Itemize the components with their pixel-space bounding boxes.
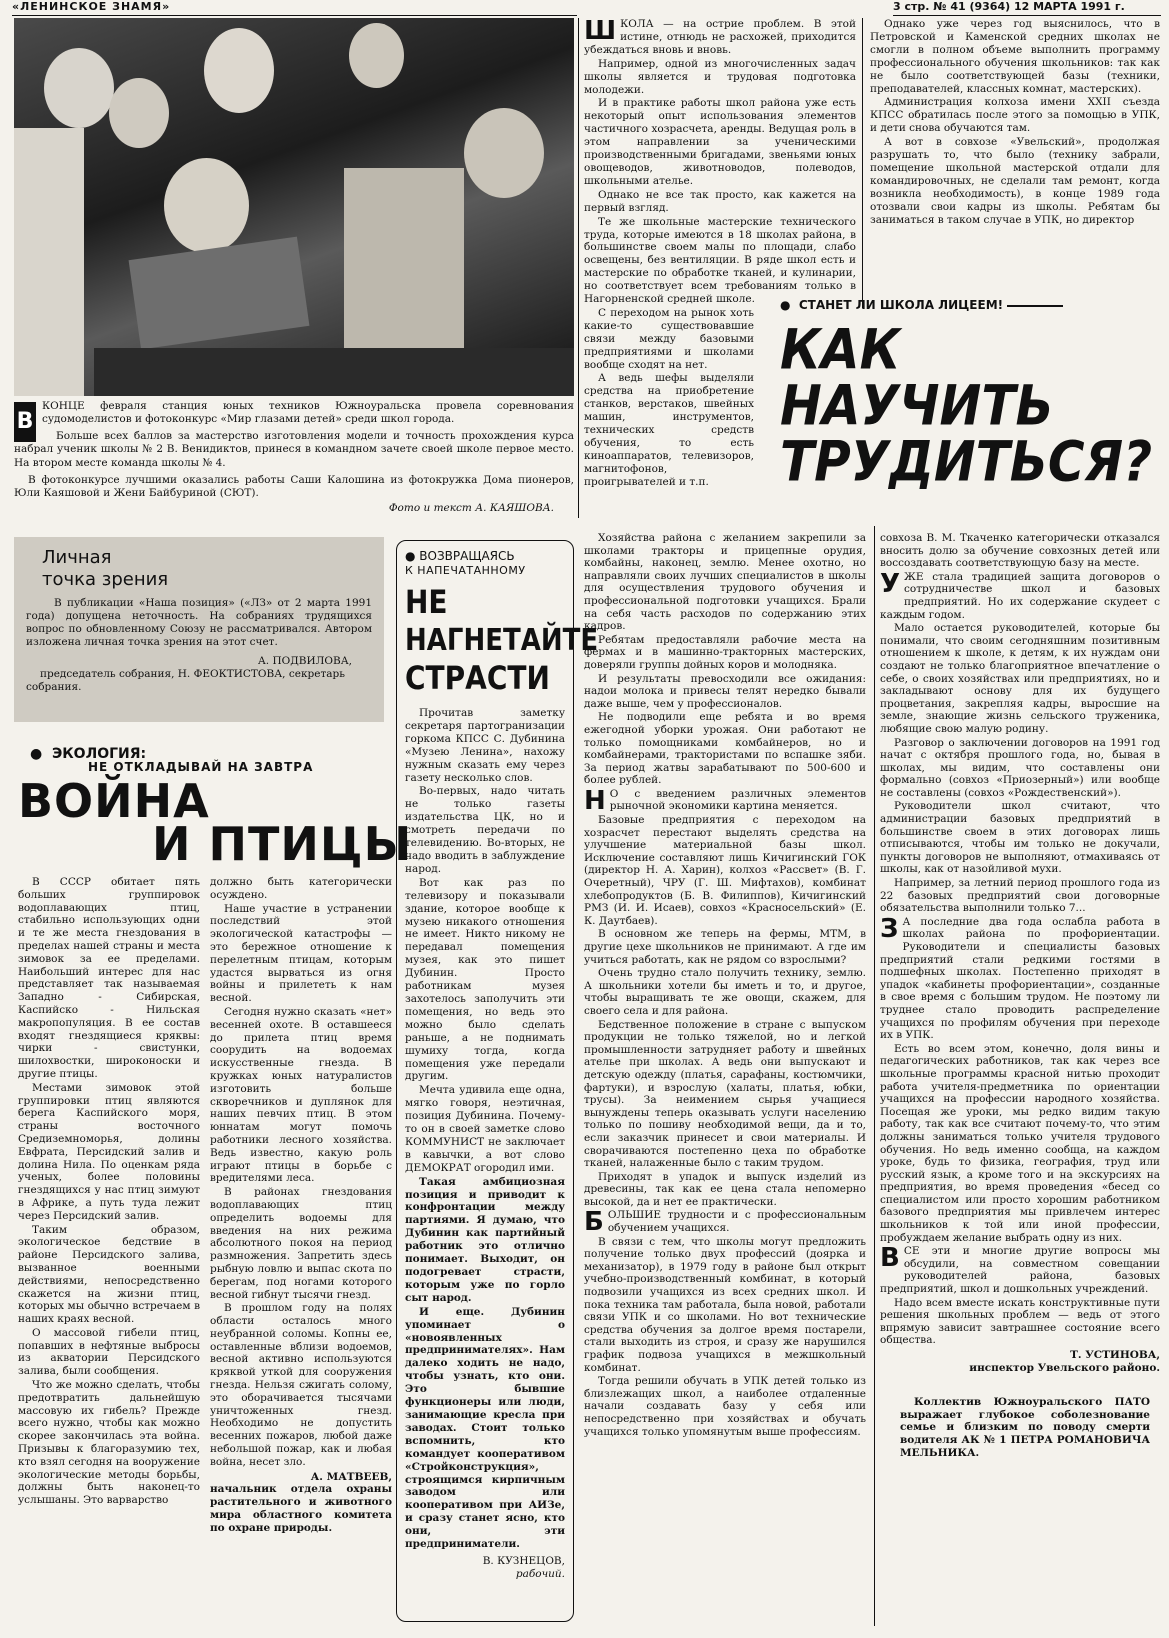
school-col3-p10: ОЛЬШИЕ трудности и с профессиональным обучением учащихся.	[607, 1209, 866, 1235]
school-col1-p3: Однако не все так просто, как кажется на первый взгляд.	[584, 188, 856, 214]
ecology-title-line1: ВОЙНА	[18, 774, 210, 828]
caption-para2: Больше всех баллов за мастерство изготовления модели и точность прохождения курса набрал ученик школы № 2 В. Венидиктов, принеся в командном зачете своей школе первое место. На втором месте команда школы № 4.	[14, 430, 574, 469]
ecology-col1-p2: Таким образом, экологическое бедствие в районе Персидского залива, вызванное военными действиями, непосредственно скажется на жизни птиц, которых мы обычно встречаем в наших краях весной.	[18, 1223, 200, 1326]
letter-p4: Такая амбициозная позиция и приводит к конфронтации между партиями. Я думаю, что Дубинин как партийный работник это отлично понимает. Выходит, он подогревает страсти, которым уже по горло сыт народ.	[405, 1175, 565, 1304]
opinion-title-1: Личная	[42, 547, 112, 568]
caption-dropcap: В	[14, 402, 36, 442]
masthead-rule-left	[12, 15, 577, 16]
letter-rubric-2: К НАПЕЧАТАННОМУ	[405, 563, 526, 577]
column-rule	[578, 18, 579, 518]
ecology-subrubric: НЕ ОТКЛАДЫВАЙ НА ЗАВТРА	[88, 760, 314, 774]
letter-title-1: НЕ	[405, 583, 448, 622]
bullet-icon: ●	[780, 298, 799, 312]
school-col3-p1: Ребятам предоставляли рабочие места на фермах и в машинно-тракторных мастерских, доверяли группы дойных коров и молодняка.	[584, 633, 866, 671]
ecology-col1-p4: Что же можно сделать, чтобы предотвратить дальнейшую массовую их гибель? Прежде всего нужно, чтобы как можно скорее закончилась эта война. Призывы к благоразумию тех, кто взял сегодня на вооружение экологические методы борьбы, должны быть наконец-то услышаны. Это варварство	[18, 1379, 200, 1507]
school-title-line2: НАУЧИТЬ	[780, 374, 1054, 438]
ecology-col2-p0: должно быть категорически осуждено.	[210, 876, 392, 901]
school-signature-name: Т. УСТИНОВА,	[1070, 1349, 1160, 1361]
caption-credit: Фото и текст А. КАЯШОВА.	[388, 501, 554, 514]
ecology-column-2	[210, 876, 392, 1535]
school-col1-p0: КОЛА — на острие проблем. В этой истине, отнюдь не расхожей, приходится убеждаться вновь и вновь.	[584, 18, 856, 56]
school-title-line1: КАК	[780, 318, 901, 382]
school-col1-p1: Например, одной из многочисленных задач школы является и трудовая подготовка молодежи.	[584, 57, 856, 96]
letter-p0: Прочитав заметку секретаря партогранизации горкома КПСС С. Дубинина «Музею Ленина», нахожу нужным сказать ему через газету несколько слов.	[405, 707, 565, 784]
letter-p5: И еще. Дубинин упоминает о «новоявленных предпринимателях». Нам далеко ходить не надо, чтобы узнать, кто они. Это бывшие функционеры или люди, занимающие кресла при заводах. Стоит только вспомнить, кто командует кооперативом «Стройконструкция», строящимся кирпичным заводом или кооперативом при АИЗе, и сразу станет ясно, кто они, эти предприниматели.	[405, 1305, 565, 1551]
school-col3-p12: Тогда решили обучать в УПК детей только из близлежащих школ, а наиболее отдаленные начали создавать базу у себя или непосредственно при хозяйствах и обучать учащихся только упомянутым выше профессиям.	[584, 1375, 866, 1438]
opinion-signature-1: А. ПОДВИЛОВА,	[257, 655, 352, 668]
ecology-col1-p0: В СССР обитает пять больших группировок водоплавающих птиц, стабильно использующих одни и те же места гнездования в пределах нашей страны и места зимовок за ее пределами. Наибольший интерес для нас представляет так называемая Западно - Сибирская, Каспийско - Нильская макропопуляция. В ее состав входят гнездящиеся кряквы: чирки - свистунки, шилохвостки, широконоски и другие птицы.	[18, 876, 200, 1080]
school-col4-p6: А последние два года ослабла работа в школах района по профориентации. Руководители и специалисты базовых предприятий стали редкими гостями в подшефных школах. Постепенно приходят в упадок «кабинеты профориентации», созданные в свое время с большим трудом. Не поэтому ли труднее стало проводить распределение учащихся по профилям обучения при переходе их в УПК.	[880, 915, 1160, 1042]
opinion-signature-2: председатель собрания, Н. ФЕОКТИСТОВА, секретарь собрания.	[26, 668, 345, 693]
school-col3-p7: Очень трудно стало получить технику, землю. А школьники хотели бы иметь и то, и другое, чтобы выращивать те же овощи, скажем, для своего села и для района.	[584, 967, 866, 1017]
letter-rubric-1: ● ВОЗВРАЩАЯСЬ	[405, 549, 515, 563]
school-col4-p2: Мало остается руководителей, которые бы понимали, что своим сегодняшним позитивным отношением к школе, к детям, к их нуждам они создают не только благоприятное впечатление о себе, о своих хозяйствах или предприятиях, но и закладывают основу для их будущего процветания, закрепляя кадры, выросшие на земле, знающие жизнь сельского труженика, любящие свою малую родину.	[880, 622, 1160, 735]
letter-body	[405, 707, 565, 1551]
school-col1-p4: Те же школьные мастерские технического труда, которые имеются в 18 школах района, в большинстве своем малы по площади, слабо освещены, без вентиляции. В ряде школ есть и мастерские по обработке тканей, и кулинарии, но соответствует всем требованиям только в Нагорненской средней школе.	[584, 215, 856, 306]
school-column-4: совхоза В. М. Ткаченко категорически отказался вносить долю за обучение совхозных детей или воссоздавать соответствующую базу на месте. УЖЕ стала традицией защита договоров о сотрудничестве школ и базовых предприятий. Но их содержание скудеет с каждым годом. Мало остается руководителей, которые бы понимали, что своим сегодняшним позитивным отношением к школе, к детям, к их нуждам они создают не только благоприятное впечатление о себе, о своих хозяйствах или предприятиях, но и закладывают основу для их будущего процветания, закрепляя кадры, выросшие на земле, знающие жизнь сельского труженика, любящие свою малую родину. Разговор о заключении договоров на 1991 год начат с октября прошлого года, но, бывая в школах, мы видим, что составлены они формально (совхоз «Приозерный») или вообще не составлены (совхоз «Рождественский»). Руководители школ считают, что администрации базовых предприятий в большинстве своем в этих договорах лишь отписываются, чтобы им только не докучали, пункты договоров не выполняют, отмахиваясь от школы, как от назойливой мухи. Например, за летний период прошлого года из 22 базовых предприятий свои договорные обязательства выполнили только 7... З А последние два года ослабла работа в школах района по профориентации. Руководители и специалисты базовых предприятий стали редкими гостями в подшефных школах. Постепенно приходят в упадок «кабинеты профориентации», созданные в свое время с большим трудом. Не поэтому ли труднее стало проводить распределение учащихся по профилям обучения при переходе их в УПК. Есть во всем этом, конечно, доля вины и педагогических работников, так как через все школьные программы красной нитью проходит работа учителя-предметника по ориентации учащихся на профессии народного хозяйства. Посещая же уроки, мы редко видим такую работу, так как все считают почему-то, что этим должны заниматься только учителя трудового обучения. Но ведь именно сообща, на каждом уроке, будь то физика, география, труд или русский язык, а кроме того и на экскурсиях на предприятия, во время проведения «бесед со специалистом или просто хорошим работником базового предприятия мы привлечем интерес школьников к той или иной профессии, пробуждаем желание выбрать одну из них. ВСЕ эти и многие другие вопросы мы обсудили, на совместном совещании руководителей района, базовых предприятий, школ и дошкольных учреждений. Надо всем вместе искать конструктивные пути решения школьных проблем — ведь от этого впрямую зависит завтрашнее состояние всего общества. Т. УСТИНОВА, инспектор Увельского районо. Коллектив Южноуральского ПАТО выражает глубокое соболезнование семье и близким по поводу смерти водителя АК № 1 ПЕТРА РОМАНОВИЧА МЕЛЬНИКА.	[880, 532, 1160, 1459]
letter-box	[396, 540, 599, 1622]
school-col2-p1: Администрация колхоза имени XXII съезда КПСС обратилась после этого за помощью в УПК, и дети снова обучаются там.	[870, 96, 1160, 135]
letter-p3: Мечта удивила еще одна, мягко говоря, неэтичная, позиция Дубинина. Почему-то он в своей заметке слово КОММУНИСТ не заключает в кавычки, а вот слово ДЕМОКРАТ огородил ими.	[405, 1084, 565, 1174]
school-col3-p9: Приходят в упадок и выпуск изделий из древесины, так как ее цена стала непомерно высокой, да и нет ее практически.	[584, 1170, 866, 1208]
opinion-title-2: точка зрения	[42, 568, 169, 590]
letter-signature-name: В. КУЗНЕЦОВ,	[482, 1554, 565, 1567]
opinion-box	[14, 537, 384, 722]
school-column-2	[870, 18, 1160, 228]
ecology-rubric: ● ЭКОЛОГИЯ:	[30, 746, 147, 762]
ecology-title-line2: И ПТИЦЫ	[152, 817, 413, 871]
school-col4-p4: Руководители школ считают, что администрации базовых предприятий в большинстве своем в этих договорах лишь отписываются, чтобы им только не докучали, пункты договоров не выполняют, отмахиваясь от школы, как от назойливой мухи.	[880, 800, 1160, 876]
ecology-col2-p3: В районах гнездования водоплавающих птиц определить водоемы для введения на них режима абсолютного покоя на период размножения. Запретить здесь рыбную ловлю и выпас скота по берегам, под ногами которого весной гибнут тысячи гнезд.	[210, 1186, 392, 1301]
school-kicker: ● СТАНЕТ ЛИ ШКОЛА ЛИЦЕЕМ!	[780, 298, 1160, 313]
letter-p1: Во-первых, надо читать не только газеты издательства ЦК, но и смотреть передачи по телевидению. Во-вторых, не надо вводить в заблуждение народ.	[405, 785, 565, 875]
masthead-paper: «ЛЕНИНСКОЕ ЗНАМЯ»	[12, 0, 171, 13]
ecology-col2-p1: Наше участие в устранении последствий этой экологической катастрофы — это бережное отношение к перелетным птицам, которым удастся вырваться из огня войны и прилететь к нам весной.	[210, 902, 392, 1005]
ecology-signature-title: начальник отдела охраны растительного и животного мира областного комитета по охране природы.	[210, 1483, 392, 1534]
opinion-text: В публикации «Наша позиция» («ЛЗ» от 2 марта 1991 года) допущена неточность. На собраниях трудящихся вопрос по обновленному Союзу не рассматривался. Автором изложена личная точка зрения на этот счет.	[26, 596, 372, 649]
school-col2-p0: Однако уже через год выяснилось, что в Петровской и Каменской средних школах не смогли в полном объеме выполнить программу профессионального обучения школьников: так как не было соответствующей базы (техники, преподавателей, классных комнат, мастерских).	[870, 18, 1160, 95]
bullet-icon: ●	[405, 549, 420, 563]
letter-title-2: НАГНЕТАЙТЕ	[405, 623, 599, 659]
ecology-col2-p4: В прошлом году на полях области осталось много неубранной соломы. Копны ее, оставленные вблизи водоемов, весной активно используются кряквой уткой для сооружения гнезда. Нельзя сжигать солому, это оборачивается тысячами уничтоженных гнезд. Необходимо не допустить весенних пожаров, любой даже небольшой пожар, как и любая война, несет зло.	[210, 1302, 392, 1468]
school-col4-p1: ЖЕ стала традицией защита договоров о сотрудничестве школ и базовых предприятий. Но их содержание скудеет с каждым годом.	[880, 570, 1160, 621]
school-col3-p8: Бедственное положение в стране с выпуском продукции не только тяжелой, но и легкой промышленности затрудняет работу и швейных ателье при школах. А ведь они выпускают и детскую одежду (платья, сарафаны, костюмчики, фартуки), и взрослую (халаты, платья, юбки, трусы). За неимением сырья учащиеся вынуждены теперь оказывать услуги населению только по пошиву необходимой вещи, да и то, если заказчик принесет и свои материалы. И сворачиваются постепенно цеха по обработке тканей, налаженные было с таким трудом.	[584, 1018, 866, 1170]
masthead-page-info: 3 стр. № 41 (9364) 12 МАРТА 1991 г.	[893, 0, 1125, 13]
photo-caption	[14, 400, 574, 515]
caption-lead: КОНЦЕ февраля станция юных техников Южноуральска провела соревнования судомоделистов и фотоконкурс «Мир глазами детей» среди школ города.	[42, 400, 574, 426]
school-col3-p6: В основном же теперь на фермы, МТМ, в другие цехе школьников не принимают. А где им учиться работать, как не рядом со взрослыми?	[584, 928, 866, 966]
school-col4-p9: Надо всем вместе искать конструктивные пути решения школьных проблем — ведь от этого впрямую зависит завтрашнее состояние всего общества.	[880, 1296, 1160, 1347]
school-col4-p7: Есть во всем этом, конечно, доля вины и педагогических работников, так как через все школьные программы красной нитью проходит работа учителя-предметника по ориентации учащихся на профессии народного хозяйства. Посещая же уроки, мы редко видим такую работу, так как все считают почему-то, что этим должны заниматься только учителя трудового обучения. Но ведь именно сообща, на каждом уроке, будь то физика, география, труд или русский язык, а кроме того и на экскурсиях на предприятия, во время проведения «бесед со специалистом или просто хорошим работником базового предприятия мы привлечем интерес школьников к той или иной профессии, пробуждаем желание выбрать одну из них.	[880, 1042, 1160, 1244]
school-title-line3: ТРУДИТЬСЯ?	[780, 430, 1153, 494]
bullet-icon: ●	[30, 746, 52, 762]
caption-para3: В фотоконкурсе лучшими оказались работы Саши Калошина из фотокружка Дома пионеров, Юли Каяшовой и Жени Байбуриной (СЮТ).	[14, 473, 574, 499]
school-col2-p2: А вот в совхозе «Увельский», продолжая разрушать то, что было (технику забрали, помещение школьной мастерской отдали для командировочных, не сделали там ремонт, когда возникла необходимость), в конце 1989 года отозвали свои кадры из школы. Ребятам бы заниматься в таком случае в УПК, но директор	[870, 136, 1160, 226]
news-photo	[14, 18, 574, 396]
ecology-col1-p1: Местами зимовок этой группировки птиц являются берега Каспийского моря, страны восточного Средиземноморья, долины Евфрата, Персидский залив и долина Нила. По оценкам ряда ученых, более половины гнездящихся у нас птиц зимуют в Африке, а путь туда лежит через Персидский залив.	[18, 1081, 200, 1222]
school-col3-p2: И результаты превосходили все ожидания: надои молока и привесы телят нередко бывали даже выше, чем у профессионалов.	[584, 672, 866, 710]
school-signature-title: инспектор Увельского районо.	[969, 1361, 1160, 1374]
school-col1-p6: А ведь шефы выделяли средства на приобретение станков, верстаков, швейных машин, инструментов, технических средств обучения, то есть киноаппаратов, телевизоров, магнитофонов, проигрывателей и т.п.	[584, 372, 754, 488]
ecology-column-1	[18, 876, 200, 1508]
ecology-signature-name: А. МАТВЕЕВ,	[310, 1470, 392, 1483]
school-col4-p5: Например, за летний период прошлого года из 22 базовых предприятий свои договорные обязательства выполнили только 7...	[880, 877, 1160, 915]
school-col3-p0: Хозяйства района с желанием закрепили за школами тракторы и прицепные орудия, комбайны, наконец, землю. Менее охотно, но направляли своих лучших специалистов в школы для осуществления трудового обучения и профессиональной подготовки учащихся. Брали на себя часть расходов по содержанию этих кадров.	[584, 532, 866, 633]
school-col4-p0: совхоза В. М. Ткаченко категорически отказался вносить долю за обучение совхозных детей или воссоздавать соответствующую базу на месте.	[880, 532, 1160, 570]
school-col1-p5: С переходом на рынок хоть какие-то существовавшие связи между базовыми предприятиями и школами вообще сходят на нет.	[584, 306, 754, 371]
column-rule	[874, 526, 875, 1626]
school-column-3: Хозяйства района с желанием закрепили за школами тракторы и прицепные орудия, комбайны, наконец, землю. Менее охотно, но направляли своих лучших специалистов в школы для осуществления трудового обучения и профессиональной подготовки учащихся. Брали на себя часть расходов по содержанию этих кадров. Ребятам предоставляли рабочие места на фермах и в машинно-тракторных мастерских, доверяли группы дойных коров и молодняка. И результаты превосходили все ожидания: надои молока и привесы телят нередко бывали даже выше, чем у профессионалов. Не подводили еще ребята и во время ежегодной уборки урожая. Они работают не только помощниками комбайнеров, но и комбайнерами, трактористами по вспашке зяби. За период жатвы зарабатывают по 500-600 и более рублей. Н О с введением различных элементов рыночной экономики картина меняется. Базовые предприятия с переходом на хозрасчет перестают выделять средства на улучшение материальной базы школ. Исключение составляют лишь Кичигинский ГОК (директор Н. А. Харин), колхоз «Рассвет» (В. Г. Очеретный), ЧРУ (Г. Ш. Мифтахов), комбинат хлебопродуктов (Б. В. Филиппов), Кичигинский РМЗ (И. И. Исаев), совхоз «Красносельский» (Е. К. Даутбаев). В основном же теперь на фермы, МТМ, в другие цехе школьников не принимают. А где им учиться работать, как не рядом со взрослыми? Очень трудно стало получить технику, землю. А школьники хотели бы иметь и то, и другое, чтобы выращивать те же овощи, скажем, для своего села и для района. Бедственное положение в стране с выпуском продукции не только тяжелой, но и легкой промышленности затрудняет работу и швейных ателье при школах. А ведь они выпускают и детскую одежду (платья, сарафаны, костюмчики, фартуки), и взрослую (халаты, платья, юбки, трусы). За неимением сырья учащиеся вынуждены теперь оказывать услуги населению только по пошиву необходимой вещи, да и то, если заказчик принесет и свои материалы. И сворачиваются постепенно цеха по обработке тканей, налаженные было с таким трудом. Приходят в упадок и выпуск изделий из древесины, так как ее цена стала непомерно высокой, да и нет ее практически. БОЛЬШИЕ трудности и с профессиональным обучением учащихся. В связи с тем, что школы могут предложить получение только двух профессий (доярка и механизатор), в 1979 году в районе был открыт учебно-производственный комбинат, в который подвозили учащихся из всех средних школ. И пока техника там работала, была новой, работали связи УПК и со школами. Но вот технические средства обучения за долгое время постарели, стали выходить из строя, и сразу же нарушился график подвоза учащихся в межшкольный комбинат. Тогда решили обучать в УПК детей только из близлежащих школ, а наиболее отдаленные начали создавать базу у себя или непосредственно при хозяйствах и обучать учащихся только упомянутым выше профессиям.	[584, 532, 866, 1438]
masthead-rule-right	[893, 15, 1161, 16]
letter-signature-title: рабочий.	[515, 1567, 565, 1580]
ecology-col1-p3: О массовой гибели птиц, попавших в нефтяные выбросы из акватории Персидского залива, были сообщения.	[18, 1326, 200, 1378]
letter-title-3: СТРАСТИ	[405, 659, 550, 698]
school-col3-p11: В связи с тем, что школы могут предложить получение только двух профессий (доярка и механизатор), в 1979 году в районе был открыт учебно-производственный комбинат, в который подвозили учащихся из всех средних школ. И пока техника там работала, была новой, работали связи УПК и со школами. Но вот технические средства обучения за долгое время постарели, стали выходить из строя, и сразу же нарушился график подвоза учащихся в межшкольный комбинат.	[584, 1235, 866, 1374]
ecology-col2-p2: Сегодня нужно сказать «нет» весенней охоте. В оставшееся до прилета птиц время соорудить на водоемах искусственные гнезда. В кружках юных натуралистов изготовить больше скворечников и дуплянок для наших певчих птиц. В этом юннатам могут помочь работники лесного хозяйства. Ведь известно, какую роль играют птицы в борьбе с вредителями леса.	[210, 1005, 392, 1185]
school-col4-p3: Разговор о заключении договоров на 1991 год начат с октября прошлого года, но, бывая в школах, мы видим, что составлены они формально (совхоз «Приозерный») или вообще не составлены (совхоз «Рождественский»).	[880, 736, 1160, 799]
school-col1-p2: И в практике работы школ района уже есть некоторый опыт использования элементов частичного хозрасчета, аренды. Ведущая роль в этом направлении за ученическими производственными бригадами, звеньями юных овощеводов, животноводов, полеводов, школьными ателье.	[584, 97, 856, 187]
school-col3-p3: Не подводили еще ребята и во время ежегодной уборки урожая. Они работают не только помощниками комбайнеров, но и комбайнерами, трактористами по вспашке зяби. За период жатвы зарабатывают по 500-600 и более рублей.	[584, 711, 866, 787]
school-col4-p8: СЕ эти и многие другие вопросы мы обсудили, на совместном совещании руководителей района, базовых предприятий, школ и дошкольных учреждений.	[880, 1245, 1160, 1296]
school-column-1: ШКОЛА — на острие проблем. В этой истине, отнюдь не расхожей, приходится убеждаться вновь и вновь. Например, одной из многочисленных задач школы является и трудовая подготовка молодежи. И в практике работы школ района уже есть некоторый опыт использования элементов частичного хозрасчета, аренды. Ведущая роль в этом направлении за ученическими производственными бригадами, звеньями юных овощеводов, животноводов, полеводов, школьными ателье. Однако не все так просто, как кажется на первый взгляд. Те же школьные мастерские технического труда, которые имеются в 18 школах района, в большинстве своем малы по площади, слабо освещены, без вентиляции. В ряде школ есть и мастерские по обработке тканей, и кулинарии, но соответствует всем требованиям только в Нагорненской средней школе. С переходом на рынок хоть какие-то существовавшие связи между базовыми предприятиями и школами вообще сходят на нет. А ведь шефы выделяли средства на приобретение станков, верстаков, швейных машин, инструментов, технических средств обучения, то есть киноаппаратов, телевизоров, магнитофонов, проигрывателей и т.п.	[584, 16, 856, 488]
condolence-notice: Коллектив Южноуральского ПАТО выражает глубокое соболезнование семье и близким по поводу смерти водителя АК № 1 ПЕТРА РОМАНОВИЧА МЕЛЬНИКА.	[900, 1396, 1150, 1459]
letter-p2: Вот как раз по телевизору и показывали здание, которое вообще к музею никакого отношения не имеет. Никто никому не передавал помещения музея, как это пишет Дубинин. Просто работникам музея захотелось заполучить эти помещения, но ведь это можно было сделать раньше, а не поднимать шумиху тогда, когда помещения уже передали другим.	[405, 876, 565, 1083]
school-col3-p4: О с введением различных элементов рыночной экономики картина меняется.	[609, 787, 866, 813]
column-rule	[862, 18, 863, 308]
school-col3-p5: Базовые предприятия с переходом на хозрасчет перестают выделять средства на улучшение материальной базы школ. Исключение составляют лишь Кичигинский ГОК (директор Н. А. Харин), колхоз «Рассвет» (В. Г. Очеретный), ЧРУ (Г. Ш. Мифтахов), комбинат хлебопродуктов (Б. В. Филиппов), Кичигинский РМЗ (И. И. Исаев), совхоз «Красносельский» (Е. К. Даутбаев).	[584, 814, 866, 927]
